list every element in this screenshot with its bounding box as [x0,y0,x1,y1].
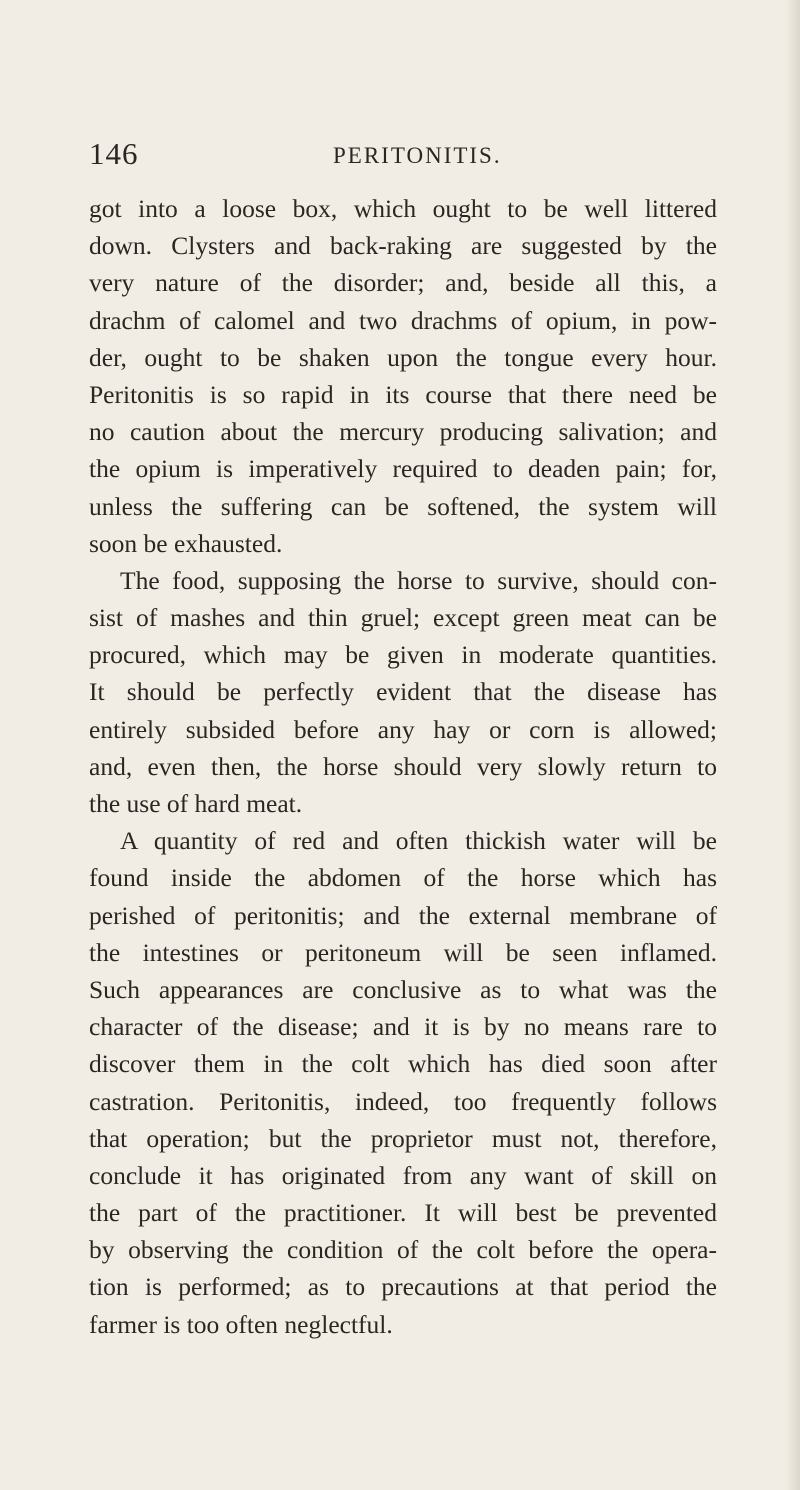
page-number: 146 [89,136,139,171]
text-line: The food, supposing the horse to survive, should con- [120,565,717,595]
running-head [89,134,717,174]
text-line: very nature of the disorder; and, beside all this, a [89,268,717,298]
text-line: der, ought to be shaken upon the tongue every hour. [89,342,717,372]
text-line: A quantity of red and often thickish water will be [120,826,717,856]
paragraph [89,190,717,562]
text-line: found inside the abdomen of the horse which has [89,863,717,893]
paragraph [89,822,717,1343]
text-line: Such appearances are conclusive as to what was the [89,974,717,1004]
text-line: that operation; but the proprietor must not, therefore, [89,1123,717,1153]
text-line: soon be exhausted. [89,528,283,558]
running-title: PERITONITIS. [333,143,502,168]
text-line: unless the suffering can be softened, the system will [89,491,717,521]
text-line: drachm of calomel and two drachms of opium, in pow- [89,305,717,335]
text-line: the opium is imperatively required to deaden pain; for, [89,454,717,484]
text-line: sist of mashes and thin gruel; except green meat can be [89,603,717,633]
text-line: entirely subsided before any hay or corn is allowed; [89,714,717,744]
text-line: by observing the condition of the colt before the opera- [89,1235,717,1265]
text-line: discover them in the colt which has died soon after [89,1049,717,1079]
text-line: procured, which may be given in moderate quantities. [89,640,717,670]
text-line: got into a loose box, which ought to be well littered [89,194,717,223]
text-line: and, even then, the horse should very slowly return to [89,751,717,781]
text-line: perished of peritonitis; and the external membrane of [89,900,717,930]
text-line: the intestines or peritoneum will be seen inflamed. [89,937,717,967]
text-line: castration. Peritonitis, indeed, too frequently follows [89,1086,717,1116]
body-text [89,190,717,1343]
text-line: the part of the practitioner. It will best be prevented [89,1198,717,1228]
text-line: tion is performed; as to precautions at that period the [89,1272,717,1302]
paragraph [89,562,717,822]
text-line: Peritonitis is so rapid in its course that there need be [89,379,717,409]
text-line: the use of hard meat. [89,789,303,818]
text-line: conclude it has originated from any want of skill on [89,1160,717,1190]
text-line: no caution about the mercury producing salivation; and [89,417,717,447]
text-line: down. Clysters and back-raking are suggested by the [89,231,717,261]
text-line: farmer is too often neglectful. [89,1309,393,1339]
page-edge-shadow [786,0,800,1490]
text-line: character of the disease; and it is by no means rare to [89,1012,717,1042]
text-line: It should be perfectly evident that the disease has [89,677,717,707]
